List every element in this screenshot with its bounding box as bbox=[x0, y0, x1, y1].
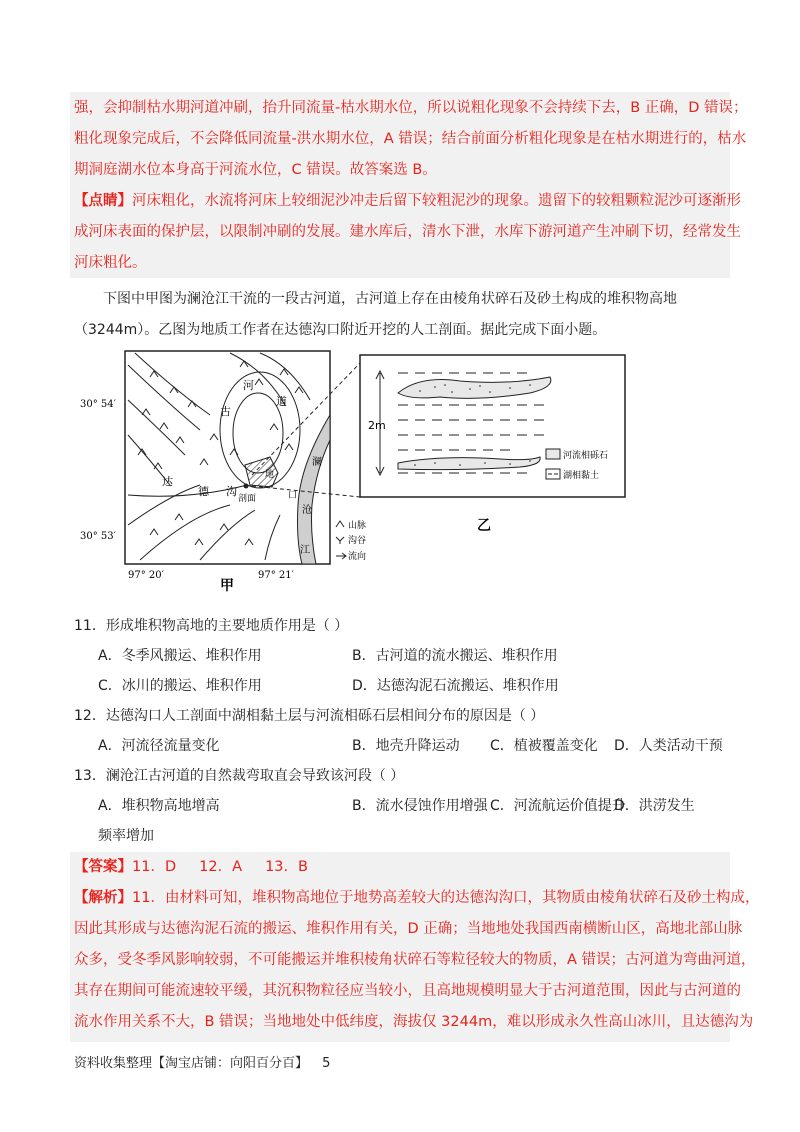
question-13-stem: 13．澜沧江古河道的自然裁弯取直会导致该河段（ ） bbox=[74, 768, 405, 784]
question-12-option-a[interactable]: A．河流径流量变化 bbox=[98, 738, 220, 754]
label-cang: 沧 bbox=[302, 505, 312, 516]
profile-location bbox=[244, 484, 249, 489]
question-11-option-d[interactable]: D．达德沟泥石流搬运、堆积作用 bbox=[352, 678, 559, 694]
analysis-line: 其存在期间可能流速较平缓，其沉积物粒径应当较小，且高地规模明显大于古河道范围，因此与古河道的 bbox=[74, 983, 741, 999]
explanation-line: 强，会抑制枯水期河道冲刷，抬升同流量-枯水期水位，所以说粗化现象不会持续下去，B 正确，D 错误； bbox=[74, 100, 748, 116]
profile-height-label: 2m bbox=[368, 419, 386, 432]
explanation-line: 期洞庭湖水位本身高于河流水位，C 错误。故答案选 B。 bbox=[74, 162, 437, 178]
question-13-option-d[interactable]: D．洪涝发生 bbox=[614, 798, 695, 814]
explanation-block bbox=[70, 92, 730, 278]
answer-text: 11．D 12．A 13．B bbox=[132, 859, 308, 875]
question-12-option-d[interactable]: D．人类活动干预 bbox=[614, 738, 723, 754]
label-jiang: 江 bbox=[300, 545, 310, 556]
lon-left-label: 97° 20′ bbox=[128, 570, 164, 581]
question-12-stem: 12．达德沟口人工剖面中湖相黏土层与河流相砾石层相间分布的原因是（ ） bbox=[74, 708, 545, 724]
geology-figure bbox=[80, 345, 640, 594]
answer-line bbox=[74, 857, 308, 877]
tip-line bbox=[74, 191, 741, 211]
tip-tag: 【点睛】 bbox=[74, 193, 132, 209]
intro-line: （3244m）。乙图为地质工作者在达德沟口附近开挖的人工剖面。据此完成下面小题。 bbox=[74, 322, 607, 338]
tip-line: 河床粗化。 bbox=[74, 255, 147, 271]
question-11-option-a[interactable]: A．冬季风搬运、堆积作用 bbox=[98, 648, 262, 664]
question-13-option-a[interactable]: A．堆积物高地增高 bbox=[98, 798, 220, 814]
label-kou: 口 bbox=[288, 491, 298, 501]
analysis-line: 因此其形成与达德沟泥石流的搬运、堆积作用有关，D 正确；当地地处我国西南横断山区，高地北部山脉 bbox=[74, 921, 743, 937]
analysis-line bbox=[74, 888, 759, 908]
legend-gravel-label: 河流相砾石 bbox=[563, 451, 609, 461]
question-11-option-c[interactable]: C．冰川的搬运、堆积作用 bbox=[98, 678, 262, 694]
legend-flow-label: 流向 bbox=[348, 552, 367, 562]
footer-text: 资料收集整理【淘宝店铺：向阳百分百】 bbox=[74, 1056, 309, 1071]
analysis-line: 众多，受冬季风影响较弱，不可能搬运并堆积棱角状碎石等粒径较大的物质，A 错误；古河道为弯曲河道， bbox=[74, 952, 756, 968]
lat-bottom-label: 30° 53′ bbox=[80, 531, 116, 542]
question-13-option-b[interactable]: B．流水侵蚀作用增强 bbox=[352, 798, 488, 814]
label-gou: 沟 bbox=[226, 485, 237, 498]
intro-line: 下图中甲图为澜沧江干流的一段古河道，古河道上存在由棱角状碎石及砂土构成的堆积物高地 bbox=[103, 291, 677, 307]
page-number: 5 bbox=[322, 1056, 331, 1071]
analysis-line: 流水作用关系不大，B 错误；当地地处中低纬度，海拔仅 3244m，难以形成永久性高山冰川，且达德沟为 bbox=[74, 1014, 754, 1030]
explanation-line: 粗化现象完成后，不会降低同流量-洪水期水位，A 错误；结合前面分析粗化现象是在枯水期进行的，枯水 bbox=[74, 131, 747, 147]
question-12-option-c[interactable]: C．植被覆盖变化 bbox=[490, 738, 598, 754]
label-pou: 剖面 bbox=[238, 494, 257, 504]
lat-top-label: 30° 54′ bbox=[80, 399, 116, 410]
question-12-option-b[interactable]: B．地壳升降运动 bbox=[352, 738, 460, 754]
answer-tag: 【答案】 bbox=[74, 859, 132, 875]
legend-mountain-label: 山脉 bbox=[348, 521, 367, 531]
label-de: 德 bbox=[198, 485, 209, 498]
question-13-continuation: 频率增加 bbox=[98, 828, 154, 844]
lon-right-label: 97° 21′ bbox=[258, 570, 294, 581]
tip-line: 成河床表面的保护层，以限制冲刷的发展。建水库后，清水下泄，水库下游河道产生冲刷下切，经常发生 bbox=[74, 224, 741, 240]
label-da: 达 bbox=[162, 475, 173, 488]
label-gu: 古 bbox=[220, 405, 231, 418]
legend-valley-label: 沟谷 bbox=[348, 536, 367, 546]
map-legend bbox=[336, 519, 366, 562]
analysis-text: 11．由材料可知，堆积物高地位于地势高差较大的达德沟沟口，其物质由棱角状碎石及砂土构成， bbox=[132, 890, 760, 906]
question-11-option-b[interactable]: B．古河道的流水搬运、堆积作用 bbox=[352, 648, 558, 664]
label-gao: 地 bbox=[265, 470, 275, 480]
label-he: 河 bbox=[243, 379, 254, 392]
tip-text: 河床粗化，水流将河床上较细泥沙冲走后留下较粗泥沙的现象。遗留下的较粗颗粒泥沙可逐渐形 bbox=[132, 193, 741, 209]
legend-clay-label: 湖相黏土 bbox=[563, 471, 600, 481]
label-dao: 道 bbox=[276, 395, 287, 408]
page-footer bbox=[74, 1052, 330, 1071]
profile-caption: 乙 bbox=[477, 518, 491, 534]
question-11-stem: 11．形成堆积物高地的主要地质作用是（ ） bbox=[74, 618, 349, 634]
analysis-tag: 【解析】 bbox=[74, 890, 132, 906]
question-13-option-c[interactable]: C．河流航运价值提升 bbox=[490, 798, 626, 814]
label-lan: 澜 bbox=[312, 457, 322, 468]
map-caption: 甲 bbox=[220, 578, 234, 594]
